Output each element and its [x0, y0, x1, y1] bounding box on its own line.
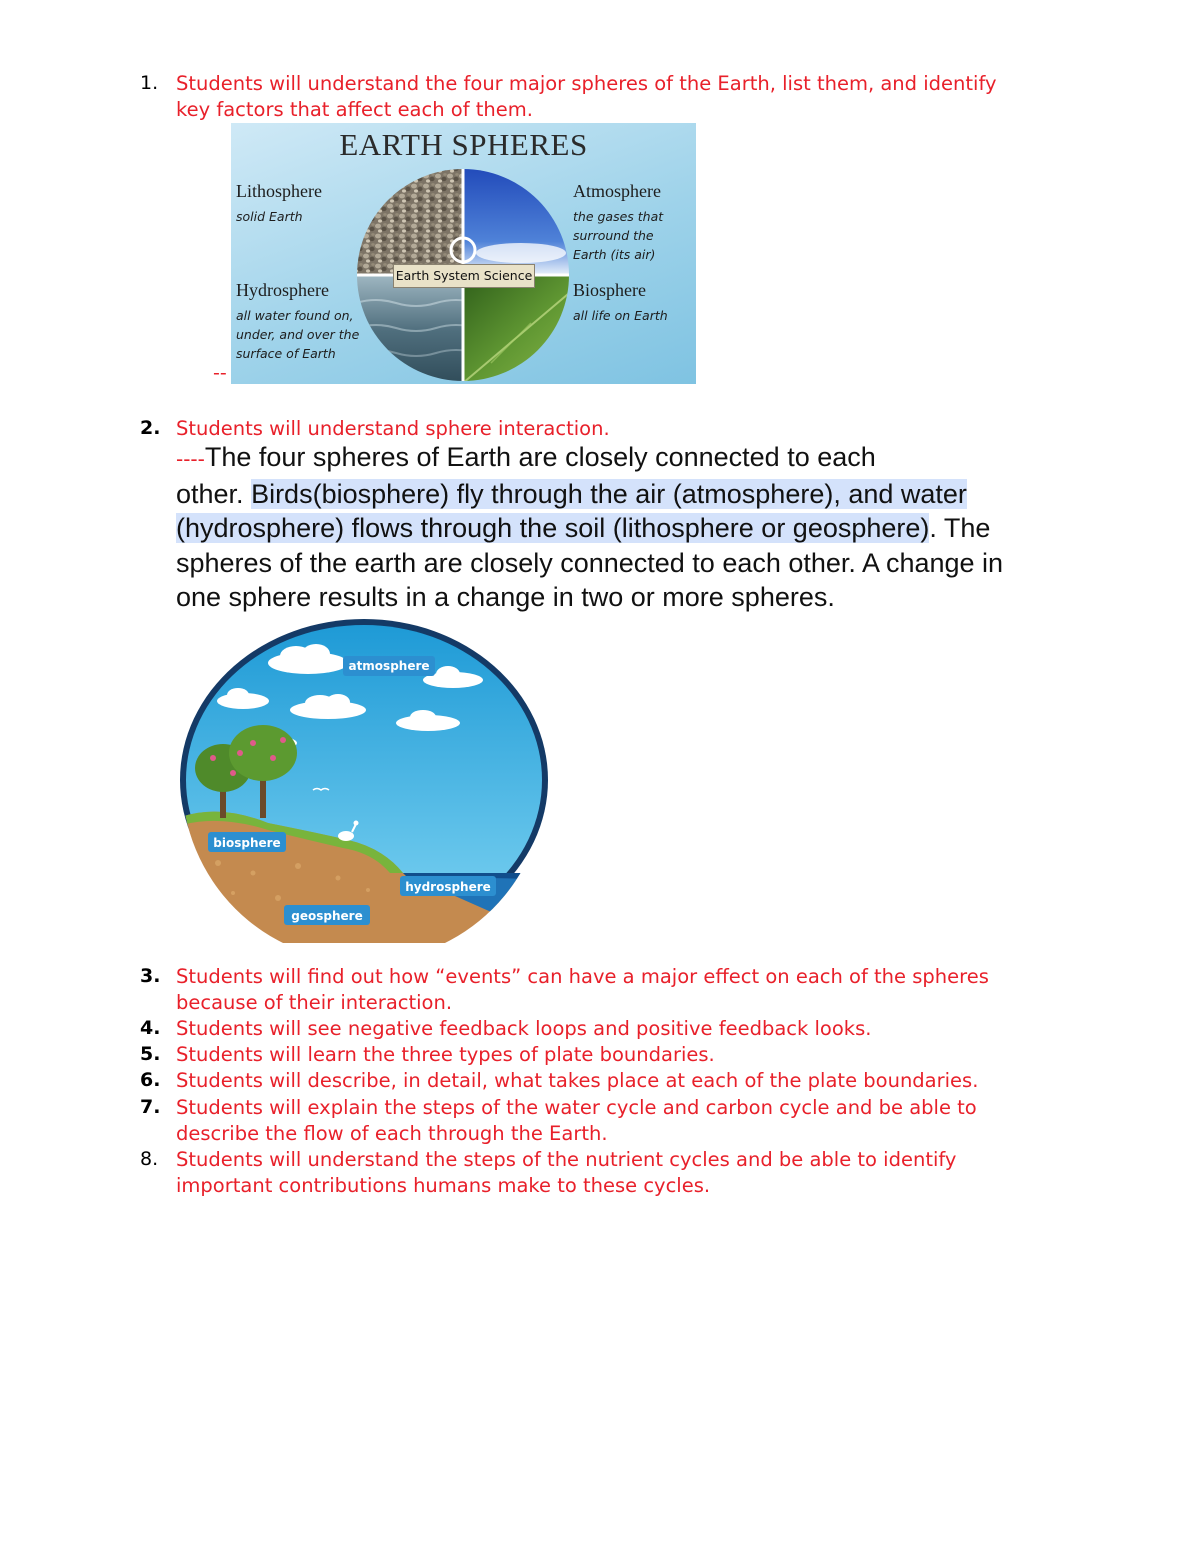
- objective-text: Students will explain the steps of the water cycle and carbon cycle and be able to describe the flow of each through the Earth.: [176, 1096, 977, 1145]
- objective-number: 5.: [140, 1043, 161, 1065]
- objective-number: 4.: [140, 1017, 161, 1039]
- objective-number: 8.: [140, 1148, 159, 1170]
- lithosphere-desc: solid Earth: [236, 209, 303, 224]
- paragraph-line-3: (hydrosphere) flows through the soil (lithosphere or geosphere). The: [176, 513, 991, 543]
- objective-line: Students will understand the four major spheres of the Earth, list them, and identify: [176, 72, 997, 95]
- svg-text:biosphere: biosphere: [213, 836, 281, 850]
- hydrosphere-chip: [400, 876, 496, 896]
- paragraph-line-5: one sphere results in a change in two or more spheres.: [176, 582, 835, 612]
- objective-number: 3.: [140, 965, 161, 987]
- svg-text:atmosphere: atmosphere: [348, 659, 430, 673]
- svg-text:geosphere: geosphere: [291, 909, 363, 923]
- objective-line: Students will understand sphere interaction.: [176, 417, 610, 440]
- earth-system-science-label: Earth System Science: [393, 264, 535, 288]
- objective-text: Students will understand the steps of the nutrient cycles and be able to identify important contributions humans make to these cycles.: [176, 1148, 957, 1197]
- paragraph-line-1: ----The four spheres of Earth are closely connected to each: [176, 442, 876, 472]
- atmosphere-name: Atmosphere: [573, 181, 661, 201]
- biosphere-chip: [208, 832, 286, 852]
- objective-text: [176, 416, 610, 442]
- objective-number: 1.: [140, 72, 159, 94]
- objective-text: [176, 71, 997, 123]
- earth-spheres-image: [231, 123, 696, 384]
- svg-text:hydrosphere: hydrosphere: [405, 880, 491, 894]
- objective-line: key factors that affect each of them.: [176, 98, 533, 121]
- image-title: EARTH SPHERES: [339, 127, 588, 162]
- sphere-interaction-diagram: [178, 618, 550, 943]
- atmosphere-desc: the gases that surround the Earth (its air): [573, 209, 664, 262]
- atmosphere-chip: [343, 656, 435, 676]
- objective-text: Students will learn the three types of plate boundaries.: [176, 1043, 715, 1066]
- objective-number: 6.: [140, 1069, 161, 1091]
- lithosphere-name: Lithosphere: [236, 181, 322, 201]
- hydrosphere-desc: all water found on, under, and over the surface of Earth: [236, 308, 360, 361]
- lithosphere-quadrant: [351, 163, 463, 275]
- objective-number: 2.: [140, 417, 161, 439]
- objective-number: 7.: [140, 1096, 161, 1118]
- objective-text: Students will describe, in detail, what takes place at each of the plate boundaries.: [176, 1069, 979, 1092]
- objective-text: Students will find out how “events” can have a major effect on each of the spheres because of their interaction.: [176, 965, 989, 1014]
- stray-dashes: --: [213, 362, 227, 384]
- sphere-interaction-paragraph: [176, 440, 1106, 615]
- geosphere-chip: [284, 905, 370, 925]
- biosphere-name: Biosphere: [573, 280, 646, 300]
- paragraph-line-2: other. Birds(biosphere) fly through the air (atmosphere), and water: [176, 478, 967, 509]
- biosphere-desc: all life on Earth: [573, 308, 668, 323]
- hydrosphere-name: Hydrosphere: [236, 280, 329, 300]
- paragraph-line-4: spheres of the earth are closely connected to each other. A change in: [176, 547, 1004, 578]
- objective-text: Students will see negative feedback loops and positive feedback looks.: [176, 1017, 872, 1040]
